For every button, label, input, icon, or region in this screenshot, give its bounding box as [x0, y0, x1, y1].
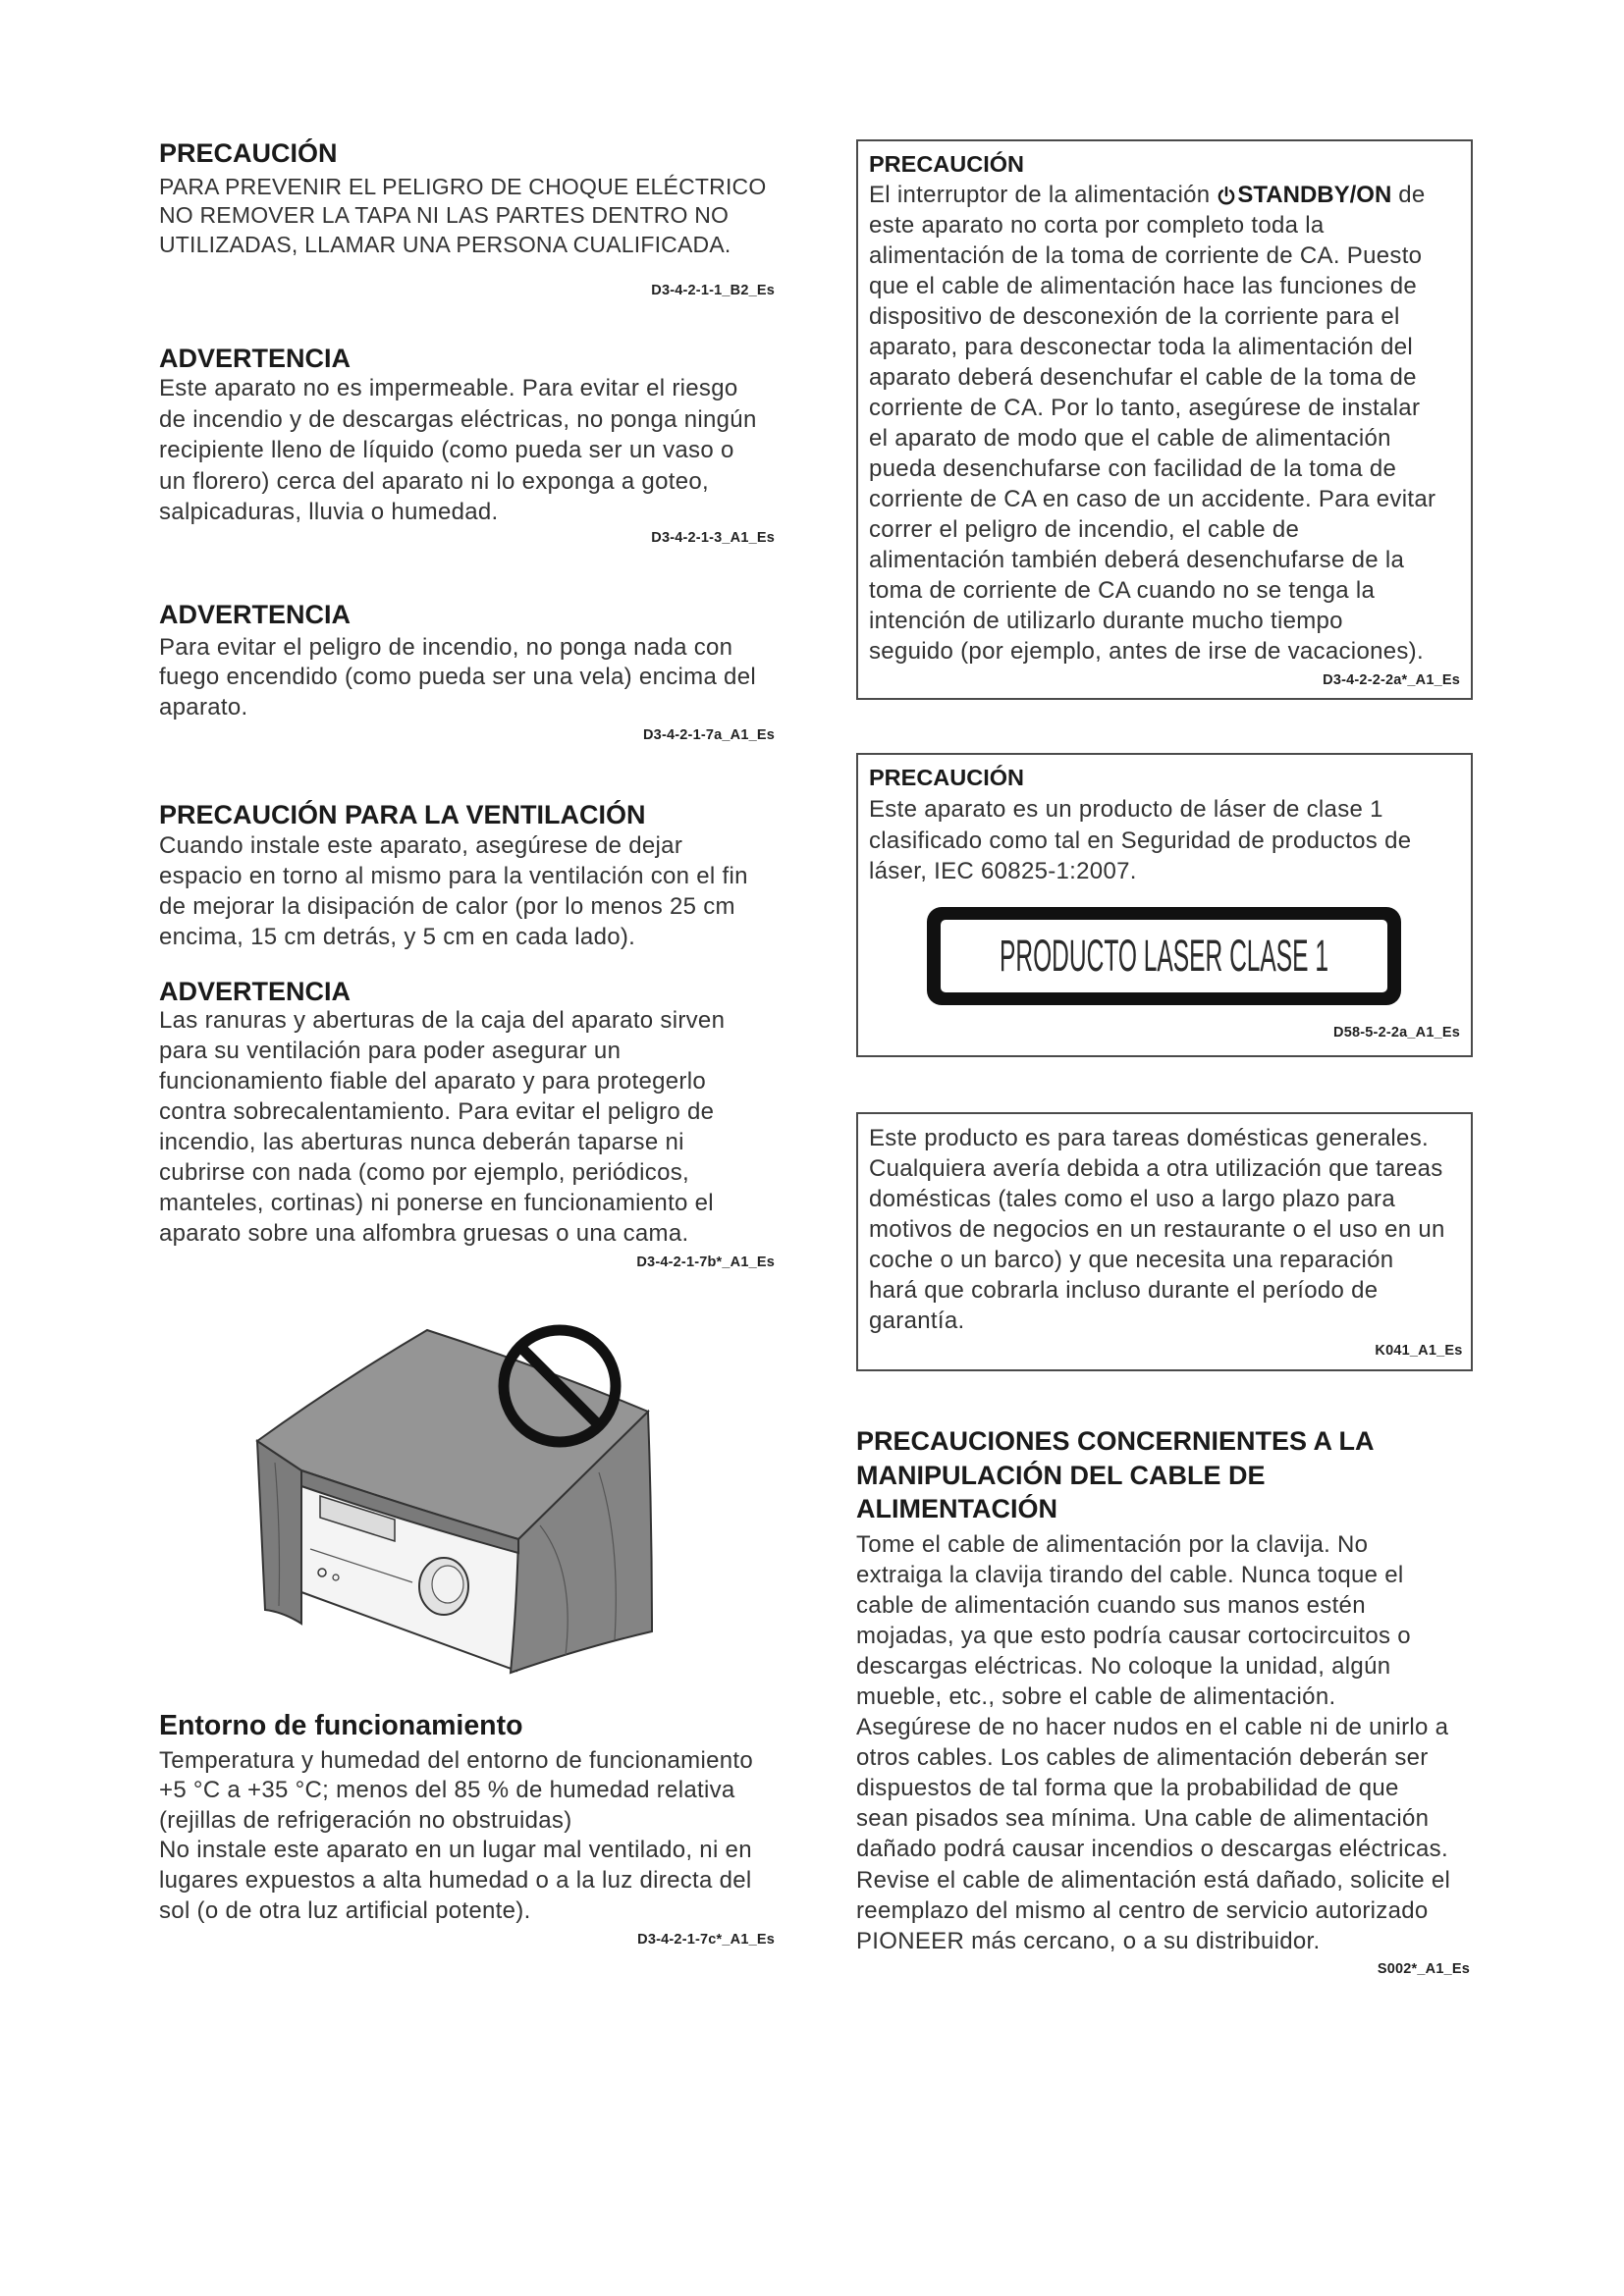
text-line: motivos de negocios en un restaurante o el uso en un — [869, 1216, 1445, 1243]
text-line: Revise el cable de alimentación está dañado, solicite el — [856, 1866, 1451, 1894]
text-line: PARA PREVENIR EL PELIGRO DE CHOQUE ELÉCTRICO — [159, 174, 767, 199]
document-code: K041_A1_Es — [1375, 1342, 1463, 1359]
text-line: cable de alimentación cuando sus manos estén — [856, 1592, 1366, 1620]
text-line: manteles, cortinas) ni ponerse en funcionamiento el — [159, 1190, 714, 1217]
heading-line: MANIPULACIÓN DEL CABLE DE — [856, 1460, 1266, 1490]
volume-knob-cap — [432, 1566, 463, 1603]
section-heading: PRECAUCIÓN PARA LA VENTILACIÓN — [159, 799, 646, 829]
text-line: No instale este aparato en un lugar mal ventilado, ni en — [159, 1837, 752, 1864]
text-line: (rejillas de refrigeración no obstruidas) — [159, 1806, 572, 1834]
text-line: NO REMOVER LA TAPA NI LAS PARTES DENTRO NO — [159, 202, 730, 229]
document-code: D3-4-2-1-1_B2_Es — [651, 282, 775, 298]
text-line: recipiente lleno de líquido (como pueda ser un vaso o — [159, 437, 734, 463]
text-line: hará que cobrarla incluso durante el período de — [869, 1277, 1379, 1304]
standby-line — [869, 180, 1426, 210]
text-line: reemplazo del mismo al centro de servicio autorizado — [856, 1896, 1429, 1924]
text-line: dispositivo de desconexión de la corriente para el — [869, 302, 1400, 330]
document-code: S002*_A1_Es — [1377, 1960, 1470, 1977]
section-cable — [856, 1424, 1473, 1984]
section-precaucion — [159, 136, 783, 303]
text-line: Cuando instale este aparato, asegúrese de dejar — [159, 831, 683, 859]
power-icon — [1217, 186, 1236, 205]
paragraph — [869, 1123, 1468, 1336]
text-line: clasificado como tal en Seguridad de productos de — [869, 827, 1412, 854]
text-line: garantía. — [869, 1308, 965, 1334]
text-line: funcionamiento fiable del aparato y para protegerlo — [159, 1068, 706, 1095]
paragraph — [869, 180, 1468, 667]
text-line: alimentación también deberá desenchufarse de la — [869, 546, 1405, 573]
text-line: lugares expuestos a alta humedad o a la luz directa del — [159, 1867, 752, 1895]
text-line: espacio en torno al mismo para la ventilación con el fin — [159, 862, 748, 889]
section-advertencia-liquidos — [159, 342, 783, 553]
text-line: dispuestos de tal forma que la probabilidad de que — [856, 1775, 1399, 1802]
text-line: dañado podrá causar incendios o descargas eléctricas. — [856, 1836, 1448, 1863]
text-line: corriente de CA. Por lo tanto, asegúrese de instalar — [869, 394, 1421, 421]
text-line: UTILIZADAS, LLAMAR UNA PERSONA CUALIFICADA. — [159, 231, 731, 257]
text-line: +5 °C a +35 °C; menos del 85 % de humedad relativa — [159, 1777, 735, 1804]
section-heading: ADVERTENCIA — [159, 599, 352, 629]
text-line: este aparato no corta por completo toda la — [869, 211, 1325, 239]
section-heading: ADVERTENCIA — [159, 343, 352, 373]
text-line: láser, IEC 60825-1:2007. — [869, 858, 1137, 884]
text-line: aparato. — [159, 694, 248, 721]
text-line: cubrirse con nada (como por ejemplo, periódicos, — [159, 1159, 689, 1187]
text-line: Este aparato no es impermeable. Para evitar el riesgo — [159, 375, 738, 401]
text-line: mueble, etc., sobre el cable de alimentación. — [856, 1683, 1336, 1711]
document-code: D58-5-2-2a_A1_Es — [1333, 1024, 1460, 1041]
paragraph — [856, 1529, 1473, 1956]
text-line: para su ventilación para poder asegurar un — [159, 1038, 622, 1065]
laser-class-label — [927, 907, 1401, 1005]
paragraph — [159, 830, 783, 952]
caution-box-laser — [856, 753, 1473, 1057]
text-line: incendio, las aberturas nunca deberán taparse ni — [159, 1129, 684, 1156]
standby-on-label: STANDBY/ON — [1237, 181, 1392, 208]
document-code: D3-4-2-1-7a_A1_Es — [643, 726, 775, 743]
paragraph — [159, 373, 783, 528]
text-line: otros cables. Los cables de alimentación deberán ser — [856, 1744, 1429, 1772]
document-code: D3-4-2-1-7b*_A1_Es — [636, 1254, 775, 1270]
text-line: Temperatura y humedad del entorno de funcionamiento — [159, 1746, 754, 1774]
text-line: pueda desenchufarse con facilidad de la toma de — [869, 454, 1397, 482]
text-line: salpicaduras, lluvia o humedad. — [159, 499, 499, 525]
text-line: de mejorar la disipación de calor (por lo menos 25 cm — [159, 892, 735, 920]
paragraph — [159, 1005, 783, 1250]
text-line: sean pisados sea mínima. Una cable de alimentación — [856, 1805, 1430, 1833]
text-line: seguido (por ejemplo, antes de irse de vacaciones). — [869, 637, 1424, 665]
text-line: extraiga la clavija tirando del cable. Nunca toque el — [856, 1562, 1404, 1589]
text-line: aparato deberá desenchufar el cable de la toma de — [869, 363, 1417, 391]
document-code: D3-4-2-1-3_A1_Es — [651, 529, 775, 546]
text-line: encima, 15 cm detrás, y 5 cm en cada lado). — [159, 923, 636, 950]
text-line: Para evitar el peligro de incendio, no ponga nada con — [159, 633, 733, 661]
text-line: el aparato de modo que el cable de alimentación — [869, 424, 1391, 452]
text-line: descargas eléctricas. No coloque la unidad, algún — [856, 1653, 1391, 1681]
section-advertencia-aberturas — [159, 975, 783, 1274]
heading-line: ALIMENTACIÓN — [856, 1494, 1057, 1523]
paragraph — [869, 794, 1468, 887]
paragraph — [159, 173, 783, 259]
section-ventilacion — [159, 798, 783, 955]
text-line: alimentación de la toma de corriente de CA. Puesto — [869, 241, 1423, 269]
section-entorno — [159, 1709, 783, 1954]
caution-box-standby — [856, 139, 1473, 700]
text-line: correr el peligro de incendio, el cable de — [869, 515, 1300, 543]
text-line: Cualquiera avería debida a otra utilización que tareas — [869, 1155, 1443, 1182]
text-line: domésticas (tales como el uso a largo plazo para — [869, 1186, 1396, 1212]
notice-box-domestic-use — [856, 1112, 1473, 1371]
text-line: Este aparato es un producto de láser de clase 1 — [869, 796, 1383, 823]
text-line: PIONEER más cercano, o a su distribuidor. — [856, 1927, 1321, 1954]
paragraph — [159, 633, 783, 723]
section-heading: PRECAUCIÓN — [159, 138, 338, 168]
label-text: PRODUCTO LASER CLASE 1 — [1000, 931, 1328, 981]
text-line: Las ranuras y aberturas de la caja del aparato sirven — [159, 1007, 726, 1034]
section-heading: Entorno de funcionamiento — [159, 1710, 523, 1741]
box-heading: PRECAUCIÓN — [869, 150, 1024, 177]
text-line: que el cable de alimentación hace las funciones de — [869, 272, 1418, 299]
text-line: corriente de CA en caso de un accidente. Para evitar — [869, 485, 1436, 512]
text-line: mojadas, ya que esto podría causar cortocircuitos o — [856, 1623, 1411, 1650]
text-line: de incendio y de descargas eléctricas, no ponga ningún — [159, 405, 757, 433]
section-heading: ADVERTENCIA — [159, 976, 352, 1006]
heading-line: PRECAUCIONES CONCERNIENTES A LA — [856, 1426, 1375, 1456]
text-line: Este producto es para tareas domésticas generales. — [869, 1125, 1429, 1151]
section-heading — [856, 1424, 1473, 1526]
text-segment: de — [1391, 181, 1426, 208]
text-line: aparato, para desconectar toda la alimentación del — [869, 333, 1414, 360]
text-line: toma de corriente de CA cuando no se tenga la — [869, 576, 1376, 604]
text-line: intención de utilizarlo durante mucho tiempo — [869, 607, 1343, 634]
paragraph — [159, 1746, 783, 1927]
covered-receiver-illustration — [245, 1315, 658, 1679]
text-line: fuego encendido (como pueda ser una vela) encima del — [159, 664, 756, 691]
text-segment: El interruptor de la alimentación — [869, 181, 1218, 208]
document-code: D3-4-2-2-2a*_A1_Es — [1323, 672, 1460, 688]
text-line: un florero) cerca del aparato ni lo exponga a goteo, — [159, 467, 709, 495]
document-code: D3-4-2-1-7c*_A1_Es — [637, 1931, 775, 1948]
text-line: aparato sobre una alfombra gruesas o una cama. — [159, 1220, 689, 1248]
text-line: Tome el cable de alimentación por la clavija. No — [856, 1531, 1369, 1558]
text-line: contra sobrecalentamiento. Para evitar el peligro de — [159, 1098, 715, 1126]
box-heading: PRECAUCIÓN — [869, 765, 1024, 790]
text-line: sol (o de otra luz artificial potente). — [159, 1896, 531, 1924]
text-line: Asegúrese de no hacer nudos en el cable ni de unirlo a — [856, 1714, 1449, 1741]
section-advertencia-fuego — [159, 598, 783, 750]
text-line: coche o un barco) y que necesita una reparación — [869, 1247, 1394, 1273]
